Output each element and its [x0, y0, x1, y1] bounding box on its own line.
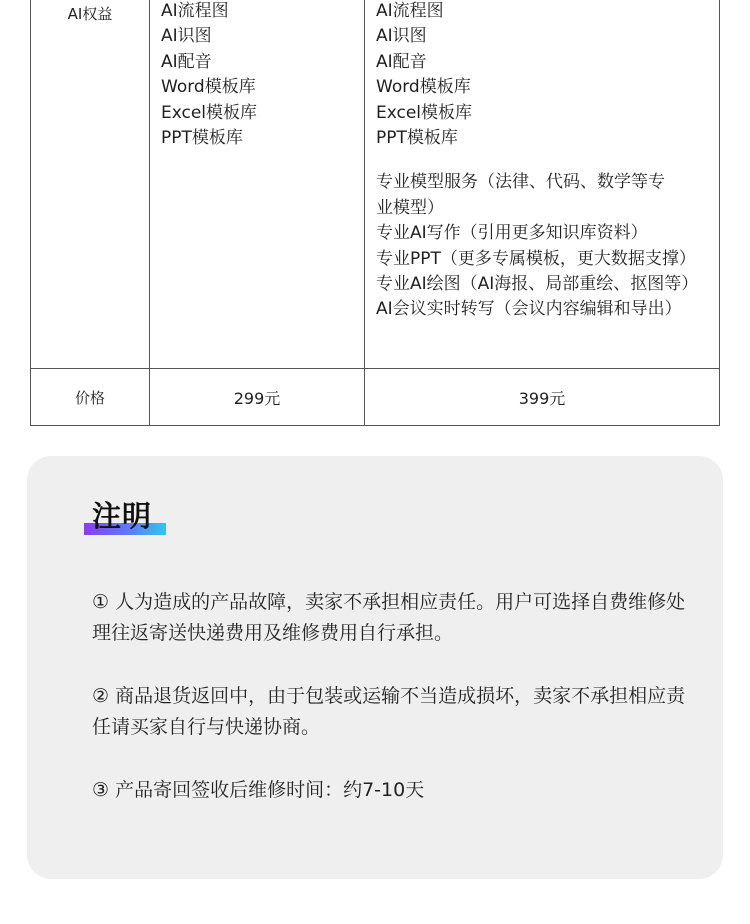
note-item: ② 商品退货返回中，由于包装或运输不当造成损坏，卖家不承担相应责任请买家自行与快递协商。: [92, 685, 686, 738]
plan-b-price: 399元: [365, 369, 720, 426]
plan-b-rights-item: AI配音: [376, 51, 427, 72]
notes-title: 注明: [92, 499, 153, 533]
note-item: ③ 产品寄回签收后维修时间：约7-10天: [92, 779, 425, 801]
notes-heading: [84, 497, 166, 537]
notes-card: [27, 456, 723, 879]
plan-b-rights-item: AI识图: [376, 26, 427, 47]
plan-b-extra-item: 专业AI写作（引用更多知识库资料）: [376, 223, 648, 244]
row-label-price: 价格: [31, 369, 150, 426]
plan-a-rights-item: AI识图: [161, 26, 212, 47]
list-spacer: [376, 151, 719, 170]
plan-b-extra-item: 专业AI绘图（AI海报、局部重绘、抠图等）: [376, 274, 699, 295]
plan-b-rights-item: PPT模板库: [376, 128, 458, 149]
plan-b-rights-item: Excel模板库: [376, 102, 473, 123]
plan-b-rights-cell: [365, 0, 720, 369]
table-row-price: [31, 369, 720, 426]
plan-comparison-table: [30, 0, 720, 426]
plan-a-rights-item: AI配音: [161, 51, 212, 72]
plan-a-rights-cell: [150, 0, 365, 369]
plan-b-extra-item: 专业PPT（更多专属模板，更大数据支撑）: [376, 248, 696, 269]
plan-b-extra-item: 专业模型服务（法律、代码、数学等专业模型）: [376, 172, 665, 218]
plan-b-extra-item: AI会议实时转写（会议内容编辑和导出）: [376, 299, 682, 320]
plan-a-rights-item: Excel模板库: [161, 102, 258, 123]
note-item: ① 人为造成的产品故障，卖家不承担相应责任。用户可选择自费维修处理往返寄送快递费用及维修费用自行承担。: [92, 591, 686, 644]
plan-a-rights-item: AI流程图: [161, 1, 229, 21]
plan-a-rights-item: PPT模板库: [161, 128, 243, 149]
plan-b-rights-item: Word模板库: [376, 77, 471, 98]
row-label-ai-rights: AI权益: [31, 0, 150, 369]
table-row-ai-rights: [31, 0, 720, 369]
plan-b-rights-item: AI流程图: [376, 1, 444, 21]
plan-a-price: 299元: [150, 369, 365, 426]
plan-a-rights-item: Word模板库: [161, 77, 256, 98]
